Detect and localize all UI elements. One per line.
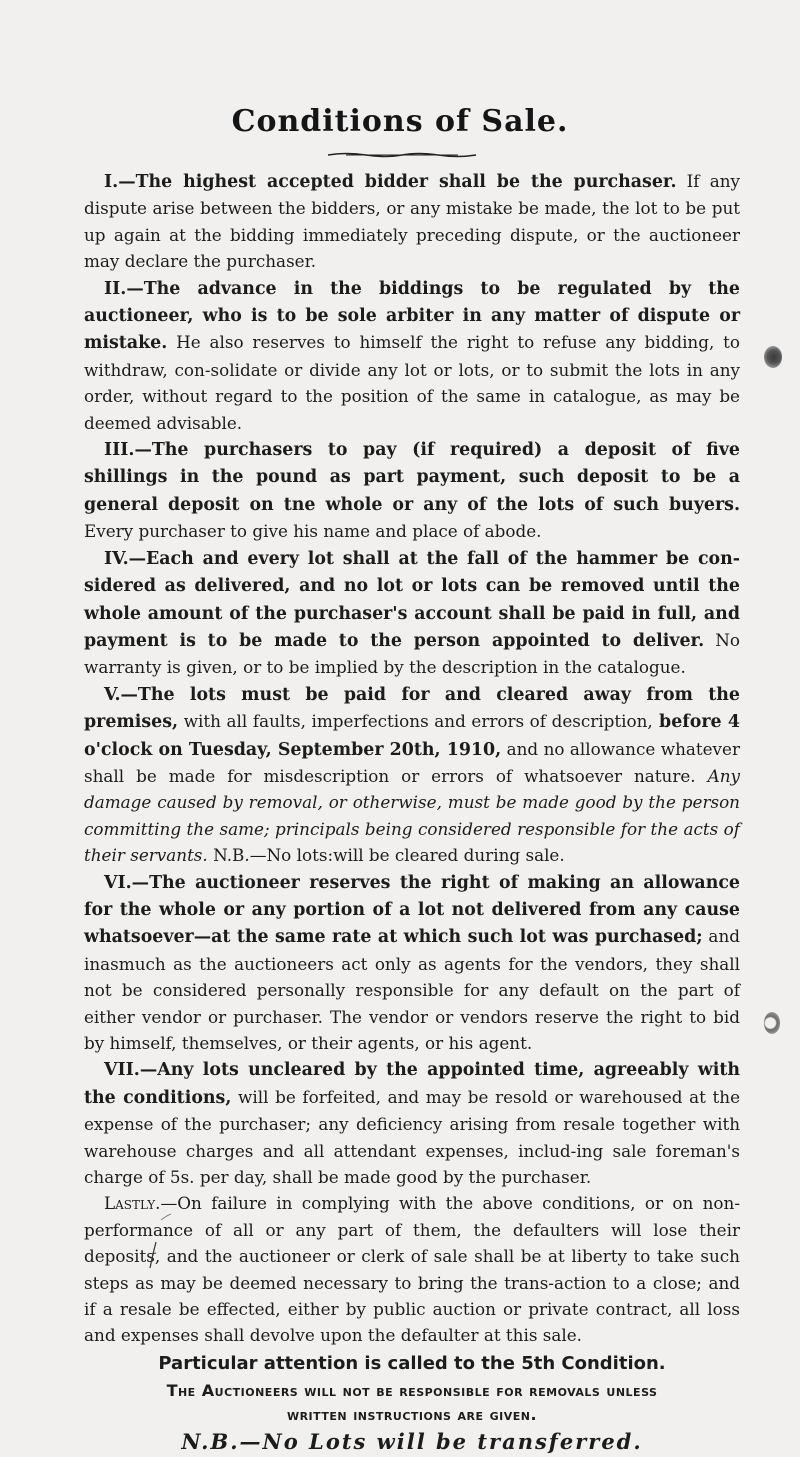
condition-1 [84, 168, 740, 275]
title-divider [326, 152, 478, 158]
page-title: Conditions of Sale. [231, 104, 569, 139]
condition-2-text: He also reserves to himself the right to refuse any bidding, to withdraw, con-solidate or divide any lot or lots, or to submit the lots in any order, without regard to the position of the same in catalogue, as may be deemed advisable. [84, 332, 740, 433]
condition-5-text-2: and no allowance whatever shall be made for misdescription or errors of whatsoever nature. [84, 738, 740, 786]
condition-3 [84, 436, 740, 545]
condition-lastly [84, 1190, 740, 1348]
condition-lastly-lead: Lastly. [104, 1193, 161, 1214]
condition-6-text: and inasmuch as the auctioneers act only as agents for the vendors, they shall not be considered personally responsible for any default on the part of either vendor or purchaser. The vendor or vendors reserve the right to bid by himself, themselves, or their agents, or his agent. [84, 926, 740, 1053]
condition-4 [84, 545, 740, 681]
nb-line: N.B.—No Lots will be transferred. [181, 1428, 643, 1454]
condition-4-lead: IV.—Each and every lot shall at the fall of the hammer be con-sidered as delivered, and no lot or lots can be removed until the whole amount of the purchaser's account shall be paid in full, and payment is to be made to the person appointed to deliver. [84, 548, 740, 651]
condition-1-text: If any dispute arise between the bidders, or any mistake be made, the lot to be put up again at the bidding immediately preceding dispute, or the auctioneer may declare the purchaser. [84, 171, 740, 272]
caps-line-1: The Auctioneers will not be responsible for removals unless [166, 1380, 658, 1400]
ink-mark-small [160, 1212, 172, 1222]
condition-2-lead: II.—The advance in the biddings to be regulated by the auctioneer, who is to be sole arbiter in any matter of dispute or mistake. [84, 278, 740, 354]
notice-line: Particular attention is called to the 5th Condition. [158, 1352, 666, 1374]
condition-5-lead: V.—The lots must be paid for and cleared away from the premises, [84, 684, 740, 733]
condition-3-text: Every purchaser to give his name and place of abode. [84, 521, 542, 542]
punch-hole-top [764, 346, 782, 368]
condition-1-lead: I.—The highest accepted bidder shall be the purchaser. [104, 172, 677, 192]
condition-lastly-text: —On failure in complying with the above conditions, or on non-performance of all or any part of them, the defaulters will lose their deposits, and the auctioneer or clerk of sale shall be at liberty to take such steps as may be deemed necessary to bring the trans-action to a close; and if a resale be effected, either by public auction or private contract, all loss and expenses shall devolve upon the defaulter at this sale. [84, 1193, 740, 1346]
condition-6-lead: VI.—The auctioneer reserves the right of making an allowance for the whole or any portion of a lot not delivered from any cause whatsoever—at the same rate at which such lot was purchased; [84, 872, 740, 948]
condition-3-lead: III.—The purchasers to pay (if required) a deposit of five shillings in the pound as part payment, such deposit to be a general deposit on tne whole or any of the lots of such buyers. [84, 440, 740, 515]
condition-5-damage-clause: Any damage caused by removal, or otherwise, must be made good by the person committing the same; principals being considered responsible for the acts of their servants. [84, 765, 740, 866]
caps-line-2: written instructions are given. [286, 1404, 538, 1424]
condition-4-text: No warranty is given, or to be implied by the description in the catalogue. [84, 629, 741, 678]
condition-6 [84, 869, 740, 1057]
condition-5-deadline: before 4 o'clock on Tuesday, September 20th, 1910, [84, 712, 740, 760]
condition-2 [84, 275, 740, 436]
condition-5 [84, 681, 740, 869]
conditions-body [84, 168, 740, 1457]
condition-5-text: with all faults, imperfections and errors of description, [178, 711, 653, 732]
condition-7 [84, 1056, 740, 1190]
condition-7-lead: VII.—Any lots uncleared by the appointed time, agreeably with the conditions, [84, 1060, 740, 1108]
condition-5-nb: N.B.—No lots:will be cleared during sale. [207, 845, 565, 866]
punch-hole-bottom [764, 1012, 780, 1034]
ink-mark [146, 1240, 160, 1270]
condition-7-text: will be forfeited, and may be resold or warehoused at the expense of the purchaser; any deficiency arising from resale together with warehouse charges and all attendant expenses, includ-ing sale foreman's charge of 5s. per day, shall be made good by the purchaser. [84, 1086, 740, 1188]
